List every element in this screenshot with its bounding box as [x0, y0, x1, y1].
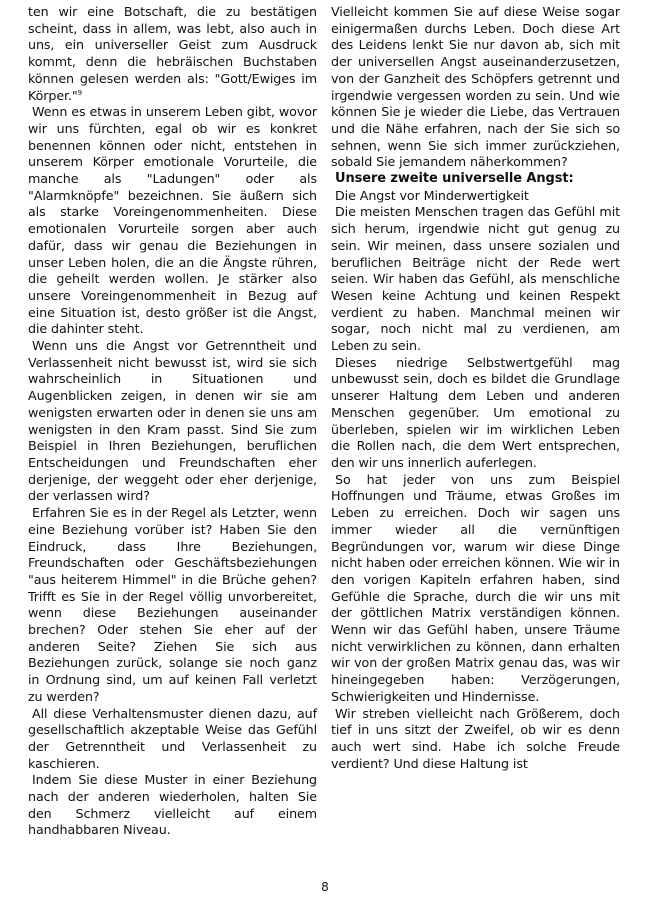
paragraph: Erfahren Sie es in der Regel als Letzter, wenn eine Beziehung vorüber ist? Haben Sie den Eindruck, dass Ihre Beziehungen, Freundschaften oder Geschäftsbeziehungen "aus heiterem Himmel" in die Brüche gehen? Trifft es Sie in der Regel völlig unvorbereitet, wenn diese Beziehungen auseinander brechen? Oder stehen Sie eher auf der anderen Seite? Ziehen Sie sich aus Beziehungen zurück, solange sie noch ganz in Ordnung sind, um auf keinen Fall verletzt zu werden?: [28, 505, 317, 704]
section-heading: Unsere zweite universelle Angst:: [335, 171, 574, 187]
paragraph: Dieses niedrige Selbstwertgefühl mag unbewusst sein, doch es bildet die Grundlage unserer Haltung dem Leben und anderen Menschen gegenüber. Um emotional zu überleben, spielen wir im wirklichen Leben die Rollen nach, die dem Wert entsprechen, den wir uns innerlich auferlegen.: [331, 354, 620, 470]
page-number: 8: [321, 880, 329, 894]
paragraph: Indem Sie diese Muster in einer Beziehung nach der anderen wiederholen, halten Sie den Schmerz vielleicht auf einem handhabbaren Niveau.: [28, 772, 317, 838]
section-subheading: Die Angst vor Minderwertigkeit: [335, 187, 529, 203]
paragraph: Wenn uns die Angst vor Getrenntheit und Verlassenheit nicht bewusst ist, wird sie sich wahrscheinlich in Situationen und Augenblicken zeigen, in denen wir sie am wenigsten erwarten oder in denen sie uns am wenigsten in den Kram passt. Sind Sie zum Beispiel in Ihren Beziehungen, beruflichen Entscheidungen und Freundschaften eher derjenige, der weggeht oder eher derjenige, der verlassen wird?: [28, 338, 317, 504]
paragraph-continued: [28, 4, 317, 104]
footnote-marker: 9: [77, 88, 83, 97]
paragraph: So hat jeder von uns zum Beispiel Hoffnungen und Träume, etwas Großes im Leben zu erreichen. Doch wir sagen uns immer wieder all die vernünftigen Begründungen vor, warum wir diese Dinge nicht haben oder erreichen können. Wie wir in den vorigen Kapiteln erfahren haben, sind Gefühle die Sprache, durch die wir uns mit der göttlichen Matrix verständigen können. Wenn wir das Gefühl haben, unsere Träume nicht verwirklichen zu können, dann erhalten wir von der großen Matrix genau das, was wir hineingegeben haben: Verzögerungen, Schwierigkeiten und Hindernisse.: [331, 471, 620, 704]
paragraph-continued: Vielleicht kommen Sie auf diese Weise sogar einigermaßen durchs Leben. Doch diese Art des Leidens lenkt Sie nur davon ab, sich mit der universellen Angst auseinanderzusetzen, von der Ganzheit des Schöpfers getrennt und irgendwie vergessen worden zu sein. Und wie können Sie je wieder die Liebe, das Vertrauen und die Nähe erfahren, nach der Sie sich so sehnen, wenn Sie sich immer zurückziehen, sobald Sie jemandem näherkommen?: [331, 4, 620, 170]
paragraph-text: ten wir eine Botschaft, die zu bestätigen scheint, dass in allem, was lebt, also auch in uns, ein universeller Geist zum Ausdruck kommt, denn die hebräischen Buchstaben können gelesen werden als: "Gott/Ewiges im Körper.": [28, 4, 317, 103]
left-column: [28, 4, 317, 839]
paragraph: Wir streben vielleicht nach Größerem, doch tief in uns sitzt der Zweifel, ob wir es denn auch wert sind. Habe ich solche Freude verdient? Und diese Haltung ist: [331, 705, 620, 771]
paragraph: Die meisten Menschen tragen das Gefühl mit sich herum, irgendwie nicht gut genug zu sein. Wir meinen, dass unsere sozialen und beruflichen Beiträge nicht der Rede wert seien. Wir haben das Gefühl, als menschliche Wesen keine Achtung und keinen Respekt verdient zu haben. Manchmal meinen wir sogar, noch nicht mal zu verdienen, am Leben zu sein.: [331, 204, 620, 354]
right-column: [331, 4, 620, 772]
paragraph: All diese Verhaltensmuster dienen dazu, auf gesellschaftlich akzeptable Weise das Gefühl der Getrenntheit und Verlassenheit zu kaschieren.: [28, 705, 317, 771]
paragraph: Wenn es etwas in unserem Leben gibt, wovor wir uns fürchten, egal ob wir es konkret benennen können oder nicht, entstehen in unserem Körper emotionale Vorurteile, die manche als "Ladungen" oder als "Alarmknöpfe" bezeichnen. Sie äußern sich als starke Voreingenommenheiten. Diese emotionalen Vorurteile sorgen aber auch dafür, dass wir genau die Beziehungen in unser Leben holen, die an die Ängste rühren, die geheilt werden wollen. Je stärker also unsere Voreingenommenheit in Bezug auf eine Situation ist, desto größer ist die Angst, die dahinter steht.: [28, 104, 317, 337]
